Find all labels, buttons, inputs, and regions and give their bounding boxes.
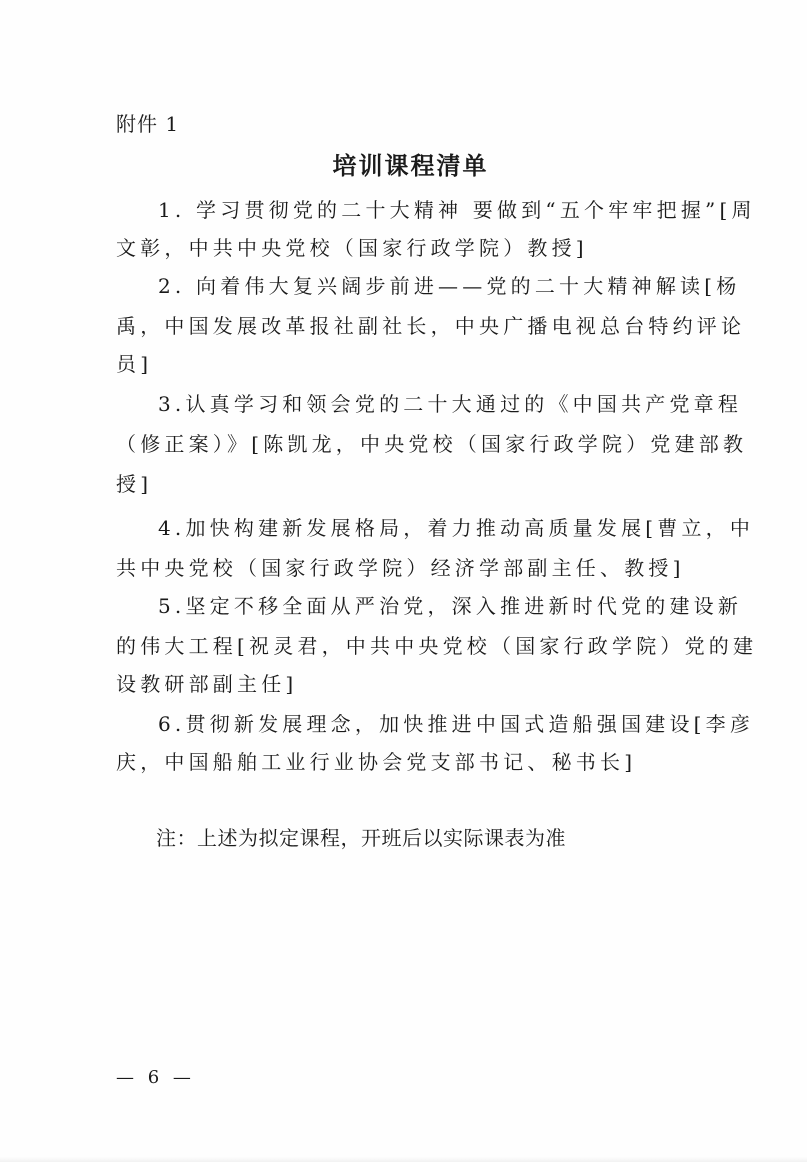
course-5-line-1: 5.坚定不移全面从严治党，深入推进新时代党的建设新 (158, 594, 743, 618)
course-5-line-2: 的伟大工程[祝灵君，中共中央党校（国家行政学院）党的建 (116, 634, 758, 658)
course-3-line-3: 授] (116, 472, 153, 496)
course-3-line-1: 3.认真学习和领会党的二十大通过的《中国共产党章程 (158, 392, 743, 416)
course-5-line-3: 设教研部副主任] (116, 672, 298, 696)
note-text: 注：上述为拟定课程，开班后以实际课表为准 (156, 826, 566, 850)
course-1-line-1: 1. 学习贯彻党的二十大精神 要做到“五个牢牢把握”[周 (158, 198, 756, 222)
course-2-line-2: 禹，中国发展改革报社副社长，中央广播电视总台特约评论 (116, 314, 746, 338)
attachment-label: 附件 1 (116, 112, 180, 136)
course-2-line-1: 2. 向着伟大复兴阔步前进——党的二十大精神解读[杨 (158, 274, 741, 298)
course-4-line-1: 4.加快构建新发展格局，着力推动高质量发展[曹立，中 (158, 516, 755, 540)
document-title: 培训课程清单 (332, 152, 489, 180)
course-6-line-2: 庆，中国船舶工业行业协会党支部书记、秘书长] (116, 750, 637, 774)
course-1-line-2: 文彰，中共中央党校（国家行政学院）教授] (116, 236, 588, 260)
page-number: — 6 — (116, 1067, 195, 1088)
course-3-line-2: （修正案）》[陈凯龙，中央党校（国家行政学院）党建部教 (116, 432, 748, 456)
course-4-line-2: 共中央党校（国家行政学院）经济学部副主任、教授] (116, 556, 685, 580)
course-2-line-3: 员] (116, 352, 153, 376)
page-bottom-edge (0, 1156, 807, 1162)
course-6-line-1: 6.贯彻新发展理念，加快推进中国式造船强国建设[李彦 (158, 712, 755, 736)
